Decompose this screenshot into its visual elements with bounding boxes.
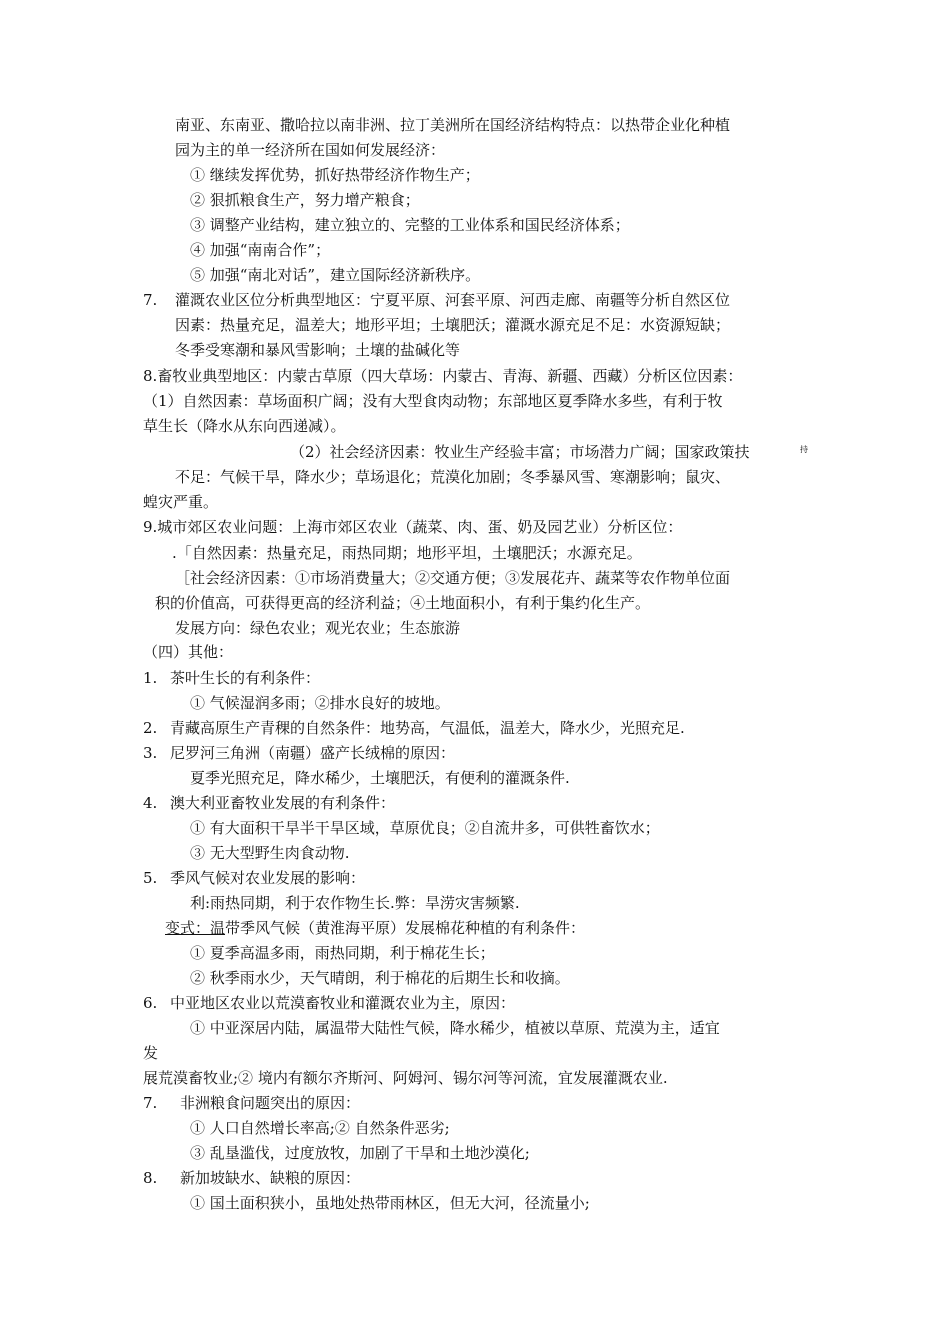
item-number: 2. (143, 719, 158, 737)
question-text: 季风气候对农业发展的影响： (170, 869, 366, 887)
variant-text: 带季风气候（黄淮海平原）发展棉花种植的有利条件： (225, 919, 586, 937)
item-number: 4. (143, 794, 158, 812)
section-heading: （四）其他： (143, 643, 234, 661)
question-text: 中亚地区农业以荒漠畜牧业和灌溉农业为主，原因： (170, 994, 516, 1012)
answer-line: ① 人口自然增长率高;② 自然条件恶劣; (190, 1119, 450, 1137)
question-text: 澳大利亚畜牧业发展的有利条件： (170, 794, 396, 812)
paragraph-line: 蝗灾严重。 (143, 493, 219, 511)
variant-line (165, 918, 585, 938)
item-number: 6. (143, 994, 158, 1012)
variant-label: 变式：温 (165, 919, 226, 937)
question-text: 青藏高原生产青稞的自然条件：地势高，气温低，温差大，降水少，光照充足. (170, 719, 685, 737)
question-text: 茶叶生长的有利条件： (170, 669, 321, 687)
paragraph-line: .「自然因素：热量充足，雨热同期；地形平坦，土壤肥沃；水源充足。 (172, 544, 642, 562)
answer-line: ① 气候湿润多雨；②排水良好的坡地。 (190, 694, 450, 712)
answer-line: ② 秋季雨水少，天气晴朗，利于棉花的后期生长和收摘。 (190, 969, 570, 987)
item-number: 7. (143, 1094, 158, 1112)
answer-line: 夏季光照充足，降水稀少，土壤肥沃，有便利的灌溉条件. (190, 769, 570, 787)
answer-line: ③ 无大型野生肉食动物. (190, 844, 350, 862)
paragraph-line: 灌溉农业区位分析典型地区：宁夏平原、河套平原、河西走廊、南疆等分析自然区位 (175, 291, 731, 309)
list-item: ② 狠抓粮食生产，努力增产粮食； (190, 191, 420, 209)
question-text: 非洲粮食问题突出的原因： (180, 1094, 361, 1112)
item-number: 8. (143, 1169, 158, 1187)
list-item: ⑤ 加强“南北对话”，建立国际经济新秩序。 (190, 266, 481, 284)
answer-line: 发 (143, 1044, 159, 1062)
answer-line: ① 夏季高温多雨，雨热同期，利于棉花生长； (190, 944, 495, 962)
paragraph-line: 积的价值高，可获得更高的经济利益；④土地面积小，有利于集约化生产。 (155, 594, 651, 612)
answer-line: ① 国土面积狭小，虽地处热带雨林区，但无大河，径流量小; (190, 1194, 590, 1212)
paragraph-line: 园为主的单一经济所在国如何发展经济： (175, 141, 446, 159)
list-item: ③ 调整产业结构，建立独立的、完整的工业体系和国民经济体系； (190, 216, 630, 234)
list-item: ① 继续发挥优势，抓好热带经济作物生产； (190, 166, 480, 184)
paragraph-line: 不足：气候干旱，降水少；草场退化；荒漠化加剧；冬季暴风雪、寒潮影响；鼠灾、 (175, 468, 731, 486)
paragraph-line: 8.畜牧业典型地区：内蒙古草原（四大草场：内蒙古、青海、新疆、西藏）分析区位因素： (143, 367, 743, 385)
item-number: 5. (143, 869, 158, 887)
paragraph-line: 草生长（降水从东向西递减）。 (143, 417, 346, 435)
paragraph-line: 发展方向：绿色农业；观光农业；生态旅游 (175, 619, 461, 637)
paragraph-line: 冬季受寒潮和暴风雪影响；土壤的盐碱化等 (175, 341, 461, 359)
margin-mark: 持 (800, 445, 808, 454)
item-number: 7. (143, 291, 158, 309)
answer-line: ① 有大面积干旱半干旱区域，草原优良；②自流井多，可供牲畜饮水； (190, 819, 660, 837)
answer-line: ① 中亚深居内陆，属温带大陆性气候，降水稀少，植被以草原、荒漠为主，适宜 (190, 1019, 720, 1037)
paragraph-line: ［社会经济因素：①市场消费量大；②交通方便；③发展花卉、蔬菜等农作物单位面 (175, 569, 731, 587)
answer-line: 利:雨热同期，利于农作物生长.弊：旱涝灾害频繁. (190, 894, 520, 912)
list-item: ④ 加强“南南合作”； (190, 241, 331, 259)
paragraph-line: （1）自然因素：草场面积广阔；没有大型食肉动物；东部地区夏季降水多些，有利于牧 (143, 392, 723, 410)
answer-line: ③ 乱垦滥伐，过度放牧，加剧了干旱和土地沙漠化; (190, 1144, 530, 1162)
paragraph-line: 9.城市郊区农业问题：上海市郊区农业（蔬菜、肉、蛋、奶及园艺业）分析区位： (143, 518, 683, 536)
question-text: 新加坡缺水、缺粮的原因： (180, 1169, 361, 1187)
answer-line: 展荒漠畜牧业;② 境内有额尔齐斯河、阿姆河、锡尔河等河流，宜发展灌溉农业. (143, 1069, 668, 1087)
paragraph-line: （2）社会经济因素：牧业生产经验丰富；市场潜力广阔；国家政策扶 (290, 443, 750, 461)
question-text: 尼罗河三角洲（南疆）盛产长绒棉的原因： (170, 744, 456, 762)
item-number: 3. (143, 744, 158, 762)
item-number: 1. (143, 669, 158, 687)
paragraph-line: 因素：热量充足，温差大；地形平坦；土壤肥沃；灌溉水源充足不足：水资源短缺； (175, 316, 731, 334)
paragraph-line: 南亚、东南亚、撒哈拉以南非洲、拉丁美洲所在国经济结构特点：以热带企业化种植 (175, 116, 731, 134)
